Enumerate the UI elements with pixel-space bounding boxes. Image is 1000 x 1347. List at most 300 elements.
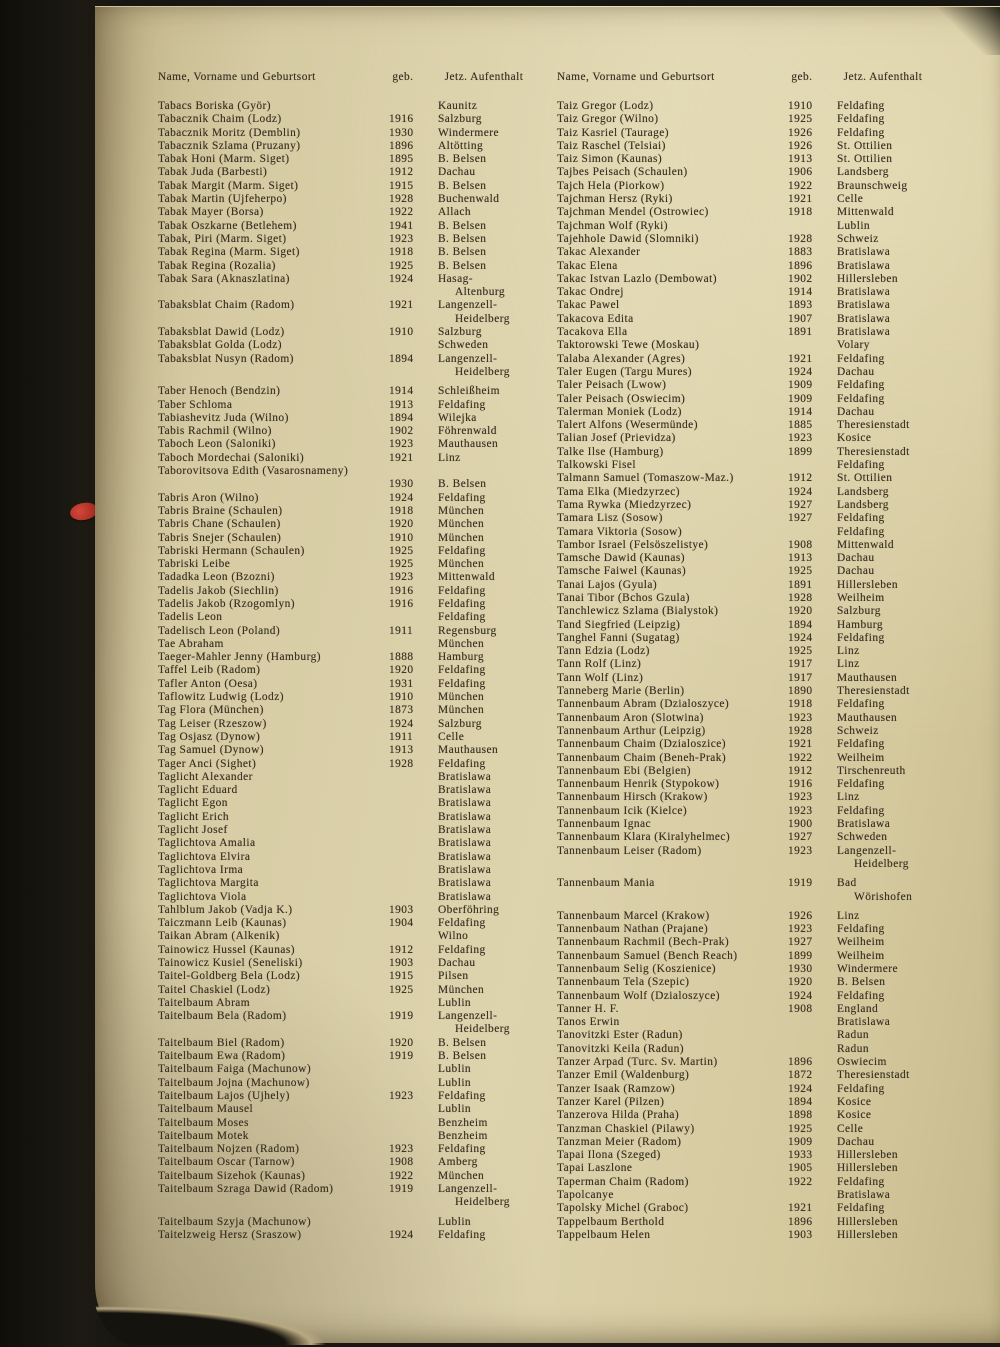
- entry-residence: Salzburg: [438, 326, 482, 339]
- entry-residence: Feldafing: [438, 491, 486, 504]
- entry-row: [557, 950, 939, 963]
- entry-geb: 1926: [788, 909, 813, 922]
- entry-name: Taler Eugen (Targu Mures): [557, 365, 693, 378]
- entry-row: [158, 917, 540, 930]
- entry-name: Tannenbaum Selig (Koszienice): [557, 963, 717, 975]
- header-aufenthalt: Jetz. Aufenthalt: [444, 71, 524, 83]
- entry-geb: 1924: [389, 491, 414, 504]
- entry-geb: 1931: [389, 677, 414, 690]
- entry-name: Taglicht Josef: [158, 824, 228, 837]
- entry-residence: Langenzell-: [438, 352, 498, 365]
- entry-row: [557, 446, 939, 459]
- entry-row: [557, 632, 939, 645]
- entry-row: [557, 672, 939, 685]
- entry-row: [557, 353, 939, 366]
- entry-row: [158, 273, 540, 286]
- entry-residence: Feldafing: [438, 917, 486, 930]
- entry-geb: 1923: [389, 438, 414, 451]
- entry-name: Tanai Lajos (Gyula): [557, 578, 658, 591]
- entry-residence: Feldafing: [837, 631, 885, 644]
- entry-row: [158, 997, 540, 1010]
- entry-row: [557, 1216, 939, 1229]
- entry-geb: 1902: [788, 272, 813, 285]
- entry-geb: 1922: [788, 179, 813, 192]
- entry-name: Taglichtova Viola: [158, 890, 247, 903]
- entry-geb: 1924: [788, 365, 813, 378]
- entry-name: Tabacznik Moritz (Demblin): [158, 126, 301, 139]
- entry-row: [557, 486, 939, 499]
- entry-name: Tabak, Piri (Marm. Siget): [158, 232, 287, 245]
- entry-row: [557, 419, 939, 432]
- entry-name: Tabaksblat Chaim (Radom): [158, 299, 295, 312]
- entry-name: Tadadka Leon (Bzozni): [158, 571, 275, 584]
- entry-residence: München: [438, 704, 485, 717]
- entry-name: Tadelis Jakob (Rzogomlyn): [158, 597, 295, 610]
- entry-row: [158, 704, 540, 717]
- entry-residence: Dachau: [837, 365, 875, 378]
- entry-residence: Bratislawa: [438, 837, 492, 850]
- entry-geb: 1912: [788, 472, 813, 485]
- entry-geb: 1921: [788, 193, 813, 206]
- entry-name: Tannenbaum Chaim (Dzialoszice): [557, 738, 726, 751]
- entry-residence: Feldafing: [837, 1082, 885, 1095]
- entry-geb: 1927: [788, 498, 813, 511]
- entry-residence: Wilno: [438, 930, 469, 943]
- entry-geb: 1925: [788, 565, 813, 578]
- entry-row: [557, 1189, 939, 1202]
- entry-name: Taler Peisach (Oswiecim): [557, 392, 686, 405]
- entry-residence: Benzheim: [438, 1116, 488, 1129]
- entry-residence: Altenburg: [455, 286, 506, 299]
- entry-residence: München: [438, 1169, 485, 1182]
- entry-geb: 1916: [389, 584, 414, 597]
- entry-row: [158, 505, 540, 518]
- entry-residence: Hillersleben: [837, 272, 899, 285]
- entry-name: Tae Abraham: [158, 637, 224, 650]
- entry-geb: 1914: [389, 385, 414, 398]
- entry-residence: B. Belsen: [438, 153, 487, 166]
- entry-name: Taber Henoch (Bendzin): [158, 385, 281, 398]
- entry-geb: 1926: [788, 139, 813, 152]
- entry-name: Tahlblum Jakob (Vadja K.): [158, 903, 293, 916]
- entry-geb: 1921: [389, 299, 414, 312]
- entry-row: [557, 1043, 939, 1056]
- entry-residence: Braunschweig: [837, 179, 908, 192]
- entry-geb: 1924: [389, 1228, 414, 1241]
- entry-name: Tabriski Leibe: [158, 558, 231, 571]
- entry-row: [557, 976, 939, 989]
- entry-name: Takac Alexander: [557, 246, 641, 259]
- entry-residence: Theresienstadt: [837, 419, 910, 432]
- entry-row: [557, 1149, 939, 1162]
- entry-row: [158, 837, 540, 850]
- entry-geb: 1921: [389, 451, 414, 464]
- entry-geb: 1928: [788, 591, 813, 604]
- entry-name: Tambor Israel (Felsöszelistye): [557, 538, 709, 551]
- entry-row: [557, 605, 939, 618]
- entry-row: [557, 698, 939, 711]
- entry-residence: B. Belsen: [438, 246, 487, 259]
- entry-name: Tannenbaum Abram (Dzialoszyce): [557, 698, 730, 711]
- entry-row: [557, 499, 939, 512]
- entry-geb: 1925: [788, 1122, 813, 1135]
- entry-residence: Landsberg: [837, 498, 889, 511]
- entry-name: Taitelbaum Nojzen (Radom): [158, 1143, 300, 1156]
- entry-row: [158, 930, 540, 943]
- entry-residence: Heidelberg: [455, 1023, 510, 1036]
- entry-geb: 1928: [788, 724, 813, 737]
- entry-row: [158, 1050, 540, 1063]
- entry-residence: Windermere: [837, 963, 898, 975]
- entry-name: Takac Istvan Lazlo (Dembowat): [557, 272, 717, 285]
- entry-row: [557, 1083, 939, 1096]
- entry-name: Talert Alfons (Wesermünde): [557, 419, 698, 432]
- entry-name: Taitelbaum Faiga (Machunow): [158, 1063, 312, 1076]
- entry-name: Tadelis Jakob (Siechlin): [158, 584, 279, 597]
- entry-name: Tajchman Mendel (Ostrowiec): [557, 206, 709, 219]
- entry-name: Taglichtova Margita: [158, 877, 259, 890]
- entry-residence: Dachau: [837, 405, 875, 418]
- entry-residence: Feldafing: [837, 738, 885, 751]
- entry-geb: 1896: [788, 259, 813, 272]
- entry-residence: Celle: [438, 730, 465, 743]
- entry-row: [158, 220, 540, 233]
- entry-residence: Salzburg: [438, 717, 482, 730]
- entry-residence: Bratislawa: [438, 890, 492, 903]
- entry-name: Tamara Viktoria (Sosow): [557, 525, 683, 538]
- entry-row: [158, 877, 540, 890]
- entry-geb: 1912: [389, 943, 414, 956]
- entry-residence: Lublin: [438, 1215, 472, 1228]
- entry-name: Tabak Regina (Rozalia): [158, 259, 276, 272]
- entry-residence: Bratislawa: [438, 863, 492, 876]
- entry-row: [158, 286, 540, 299]
- entry-geb: 1923: [389, 571, 414, 584]
- entry-geb: 1873: [389, 704, 414, 717]
- entry-residence: Mauthausen: [438, 744, 499, 757]
- entry-geb: 1896: [788, 1215, 813, 1228]
- entry-residence: Weilheim: [837, 751, 885, 764]
- entry-name: Taitelbaum Mausel: [158, 1103, 254, 1116]
- entry-geb: 1925: [389, 558, 414, 571]
- entry-residence: Bratislawa: [837, 1016, 891, 1029]
- entry-geb: 1927: [788, 831, 813, 844]
- entry-row: [557, 752, 939, 765]
- entry-residence: Salzburg: [837, 605, 881, 618]
- entry-geb: 1924: [788, 631, 813, 644]
- entry-residence: Hasag-: [438, 272, 473, 285]
- entry-residence: Schweden: [438, 339, 489, 352]
- entry-residence: Bratislawa: [438, 784, 492, 797]
- entry-row: [158, 758, 540, 771]
- entry-geb: 1907: [788, 312, 813, 325]
- entry-residence: Feldafing: [438, 943, 486, 956]
- entry-name: Tabaksblat Nusyn (Radom): [158, 352, 294, 365]
- entry-name: Takac Ondrej: [557, 286, 624, 299]
- entry-name: Tabris Chane (Schaulen): [158, 518, 281, 531]
- entry-row: [158, 691, 540, 704]
- entry-row: [557, 246, 939, 259]
- entry-name: Taber Schloma: [158, 398, 233, 411]
- entry-row: [557, 539, 939, 552]
- left-column-header: [158, 71, 540, 100]
- entry-residence: Linz: [837, 791, 860, 804]
- entry-residence: Windermere: [438, 126, 499, 139]
- entry-row: [557, 166, 939, 179]
- entry-row: [557, 805, 939, 818]
- entry-row: [158, 1090, 540, 1103]
- entry-residence: Oswiecim: [837, 1056, 887, 1069]
- entry-name: Taglicht Erich: [158, 810, 229, 823]
- entry-row: [158, 399, 540, 412]
- entry-name: Taitelbaum Abram: [158, 996, 251, 1009]
- entry-row: [158, 1216, 540, 1229]
- entry-row: [158, 651, 540, 664]
- entry-geb: 1898: [788, 1109, 813, 1122]
- entry-name: Taiczmann Leib (Kaunas): [158, 917, 287, 930]
- entry-residence: Feldafing: [438, 1143, 486, 1156]
- entry-name: Talmann Samuel (Tomaszow-Maz.): [557, 472, 734, 485]
- entry-row: [557, 260, 939, 273]
- entry-name: Tainowicz Hussel (Kaunas): [158, 943, 295, 956]
- entry-name: Tabak Juda (Barbesti): [158, 166, 268, 179]
- entry-geb: 1920: [788, 976, 813, 989]
- entry-residence: Mittenwald: [438, 571, 496, 584]
- entry-row: [557, 299, 939, 312]
- entry-residence: Feldafing: [438, 597, 486, 610]
- entry-geb: 1903: [389, 903, 414, 916]
- entry-row: [158, 598, 540, 611]
- entry-geb: 1890: [788, 685, 813, 698]
- entry-residence: Altötting: [438, 139, 484, 152]
- entry-geb: 1930: [389, 478, 414, 491]
- entry-residence: Dachau: [837, 565, 875, 578]
- entry-row: [557, 1229, 939, 1242]
- entry-name: Tabak Oszkarne (Betlehem): [158, 219, 297, 232]
- entry-residence: Hillersleben: [837, 1149, 899, 1162]
- entry-residence: Föhrenwald: [438, 425, 497, 438]
- entry-row: [557, 206, 939, 219]
- entry-geb: 1925: [389, 544, 414, 557]
- entry-residence: Bratislawa: [438, 770, 492, 783]
- entry-residence: Feldafing: [438, 544, 486, 557]
- entry-name: Taitelzweig Hersz (Sraszow): [158, 1228, 302, 1241]
- entry-geb: 1909: [788, 392, 813, 405]
- entry-name: Taler Peisach (Lwow): [557, 379, 667, 392]
- entry-geb: 1872: [788, 1069, 813, 1082]
- entry-geb: 1903: [389, 957, 414, 969]
- entry-name: Taglichtova Elvira: [158, 850, 251, 863]
- entry-geb: 1920: [389, 664, 414, 677]
- entry-residence: Weilheim: [837, 936, 885, 949]
- entry-name: Taitelbaum Jojna (Machunow): [158, 1076, 310, 1089]
- entry-row: [557, 725, 939, 738]
- entry-name: Tabak Margit (Marm. Siget): [158, 179, 299, 192]
- entry-residence: München: [438, 558, 485, 571]
- left-column: [158, 71, 540, 1242]
- entry-residence: Bratislawa: [438, 877, 492, 890]
- entry-residence: Mittenwald: [837, 206, 895, 219]
- entry-name: Tamsche Dawid (Kaunas): [557, 552, 686, 565]
- entry-geb: 1923: [788, 432, 813, 445]
- entry-name: Tag Leiser (Rzeszow): [158, 717, 267, 730]
- entry-name: Taiz Gregor (Wilno): [557, 113, 659, 126]
- entry-name: Tamsche Faiwel (Kaunas): [557, 565, 687, 578]
- entry-row: [158, 260, 540, 273]
- entry-name: Taffel Leib (Radom): [158, 664, 261, 677]
- entry-row: [158, 193, 540, 206]
- entry-name: Tannenbaum Ebi (Belgien): [557, 764, 691, 777]
- entry-row: [557, 963, 939, 976]
- entry-name: Tanchlewicz Szlama (Bialystok): [557, 605, 719, 618]
- entry-row: [158, 891, 540, 904]
- entry-name: Tand Siegfried (Leipzig): [557, 618, 681, 631]
- entry-row: [557, 1016, 939, 1029]
- entry-row: [158, 326, 540, 339]
- entry-residence: Weilheim: [837, 949, 885, 962]
- entry-name: Tannenbaum Chaim (Beneh-Prak): [557, 751, 727, 764]
- entry-geb: 1919: [389, 1050, 414, 1063]
- entry-geb: 1894: [389, 411, 414, 424]
- entry-row: [557, 193, 939, 206]
- entry-geb: 1925: [788, 113, 813, 126]
- entry-row: [557, 273, 939, 286]
- entry-row: [557, 579, 939, 592]
- entry-residence: Radun: [837, 1029, 869, 1042]
- entry-name: Tannenbaum Henrik (Stypokow): [557, 778, 720, 791]
- entry-residence: Feldafing: [438, 611, 486, 624]
- entry-name: Tabak Honi (Marm. Siget): [158, 153, 290, 166]
- entry-residence: Salzburg: [438, 113, 482, 126]
- entry-row: [557, 619, 939, 632]
- entry-name: Taitel Chaskiel (Lodz): [158, 983, 271, 996]
- entry-geb: 1918: [788, 698, 813, 711]
- entry-residence: Lublin: [438, 996, 472, 1009]
- entry-row: [557, 233, 939, 246]
- entry-geb: 1899: [788, 445, 813, 458]
- entry-residence: Hillersleben: [837, 1228, 899, 1241]
- entry-geb: 1917: [788, 671, 813, 684]
- entry-residence: Schweiz: [837, 232, 879, 245]
- entry-geb: 1923: [389, 232, 414, 245]
- entry-geb: 1916: [788, 778, 813, 791]
- entry-residence: Hamburg: [837, 618, 883, 631]
- entry-row: [557, 1136, 939, 1149]
- entry-residence: München: [438, 531, 485, 544]
- entry-geb: 1921: [788, 1202, 813, 1215]
- entry-residence: Feldafing: [837, 923, 885, 936]
- entry-name: Taktorowski Tewe (Moskau): [557, 339, 700, 352]
- entry-residence: Pilsen: [438, 970, 469, 983]
- book-page: [95, 6, 1000, 1343]
- entry-name: Tapolcanye: [557, 1189, 614, 1202]
- entry-name: Taglichtova Amalia: [158, 837, 256, 850]
- entry-row: [158, 113, 540, 126]
- entry-row: [557, 765, 939, 778]
- entry-geb: 1923: [788, 844, 813, 857]
- entry-name: Taitelbaum Szyja (Machunow): [158, 1215, 312, 1228]
- entry-geb: 1894: [788, 1095, 813, 1108]
- entry-row: [557, 1003, 939, 1016]
- entry-row: [158, 1170, 540, 1183]
- right-column: [557, 71, 939, 1242]
- entry-row: [557, 1109, 939, 1122]
- entry-geb: 1891: [788, 326, 813, 339]
- entry-row: [557, 990, 939, 1003]
- entry-residence: Lublin: [837, 219, 871, 232]
- entry-geb: 1891: [788, 578, 813, 591]
- entry-name: Taiz Kasriel (Taurage): [557, 126, 670, 139]
- entry-residence: Mauthausen: [837, 711, 898, 724]
- entry-row: [557, 1202, 939, 1215]
- entry-residence: Lublin: [438, 1076, 472, 1089]
- entry-residence: Lublin: [438, 1103, 472, 1116]
- entry-geb: 1885: [788, 419, 813, 432]
- entry-residence: Feldafing: [837, 392, 885, 405]
- entry-name: Taglichtova Irma: [158, 863, 244, 876]
- entry-residence: München: [438, 504, 485, 517]
- entry-name: Tabiashevitz Juda (Wilno): [158, 411, 289, 424]
- entry-residence: Mauthausen: [438, 438, 499, 451]
- entry-residence: Feldafing: [837, 459, 885, 472]
- entry-row: [158, 1229, 540, 1242]
- entry-residence: Bratislawa: [837, 246, 891, 259]
- entry-name: Tann Rolf (Linz): [557, 658, 642, 671]
- entry-geb: 1918: [389, 246, 414, 259]
- entry-residence: Linz: [438, 451, 461, 464]
- entry-residence: Kosice: [837, 1109, 872, 1122]
- entry-residence: Bratislawa: [438, 850, 492, 863]
- entry-row: [158, 1063, 540, 1076]
- entry-residence: Feldafing: [438, 1228, 486, 1241]
- entry-name: Tapai Ilona (Szeged): [557, 1149, 661, 1162]
- entry-name: Talian Josef (Prievidza): [557, 432, 676, 445]
- entry-geb: 1919: [389, 1183, 414, 1196]
- entry-geb: 1924: [389, 272, 414, 285]
- entry-name: Taboch Leon (Saloniki): [158, 438, 276, 451]
- entry-residence: Feldafing: [837, 525, 885, 538]
- entry-row: [557, 113, 939, 126]
- entry-residence: Volary: [837, 339, 870, 352]
- entry-geb: 1894: [389, 352, 414, 365]
- entry-name: Tanzer Isaak (Ramzow): [557, 1082, 676, 1095]
- entry-geb: 1922: [389, 206, 414, 219]
- entry-name: Talaba Alexander (Agres): [557, 352, 686, 365]
- entry-residence: Dachau: [438, 957, 476, 969]
- entry-geb: 1916: [389, 597, 414, 610]
- entry-geb: 1912: [788, 764, 813, 777]
- entry-name: Tann Wolf (Linz): [557, 671, 644, 684]
- entry-geb: 1895: [389, 153, 414, 166]
- entry-row: [158, 638, 540, 651]
- entry-row: [158, 1103, 540, 1116]
- entry-row: [557, 910, 939, 923]
- entry-name: Tannenbaum Rachmil (Bech-Prak): [557, 936, 730, 949]
- entry-name: Tannenbaum Klara (Kiralyhelmec): [557, 831, 731, 844]
- entry-name: Tadelis Leon: [158, 611, 223, 624]
- entry-name: Tanzer Karel (Pilzen): [557, 1095, 665, 1108]
- entry-name: Taikan Abram (Alkenik): [158, 930, 280, 943]
- entry-name: Taitelbaum Sizehok (Kaunas): [158, 1169, 306, 1182]
- entry-residence: Schleißheim: [438, 385, 500, 398]
- entry-geb: 1888: [389, 651, 414, 664]
- entry-geb: 1923: [788, 711, 813, 724]
- entry-row: [557, 127, 939, 140]
- entry-residence: Heidelberg: [455, 1196, 510, 1209]
- entry-residence: Mauthausen: [837, 671, 898, 684]
- entry-geb: 1923: [788, 804, 813, 817]
- entry-geb: 1910: [389, 691, 414, 704]
